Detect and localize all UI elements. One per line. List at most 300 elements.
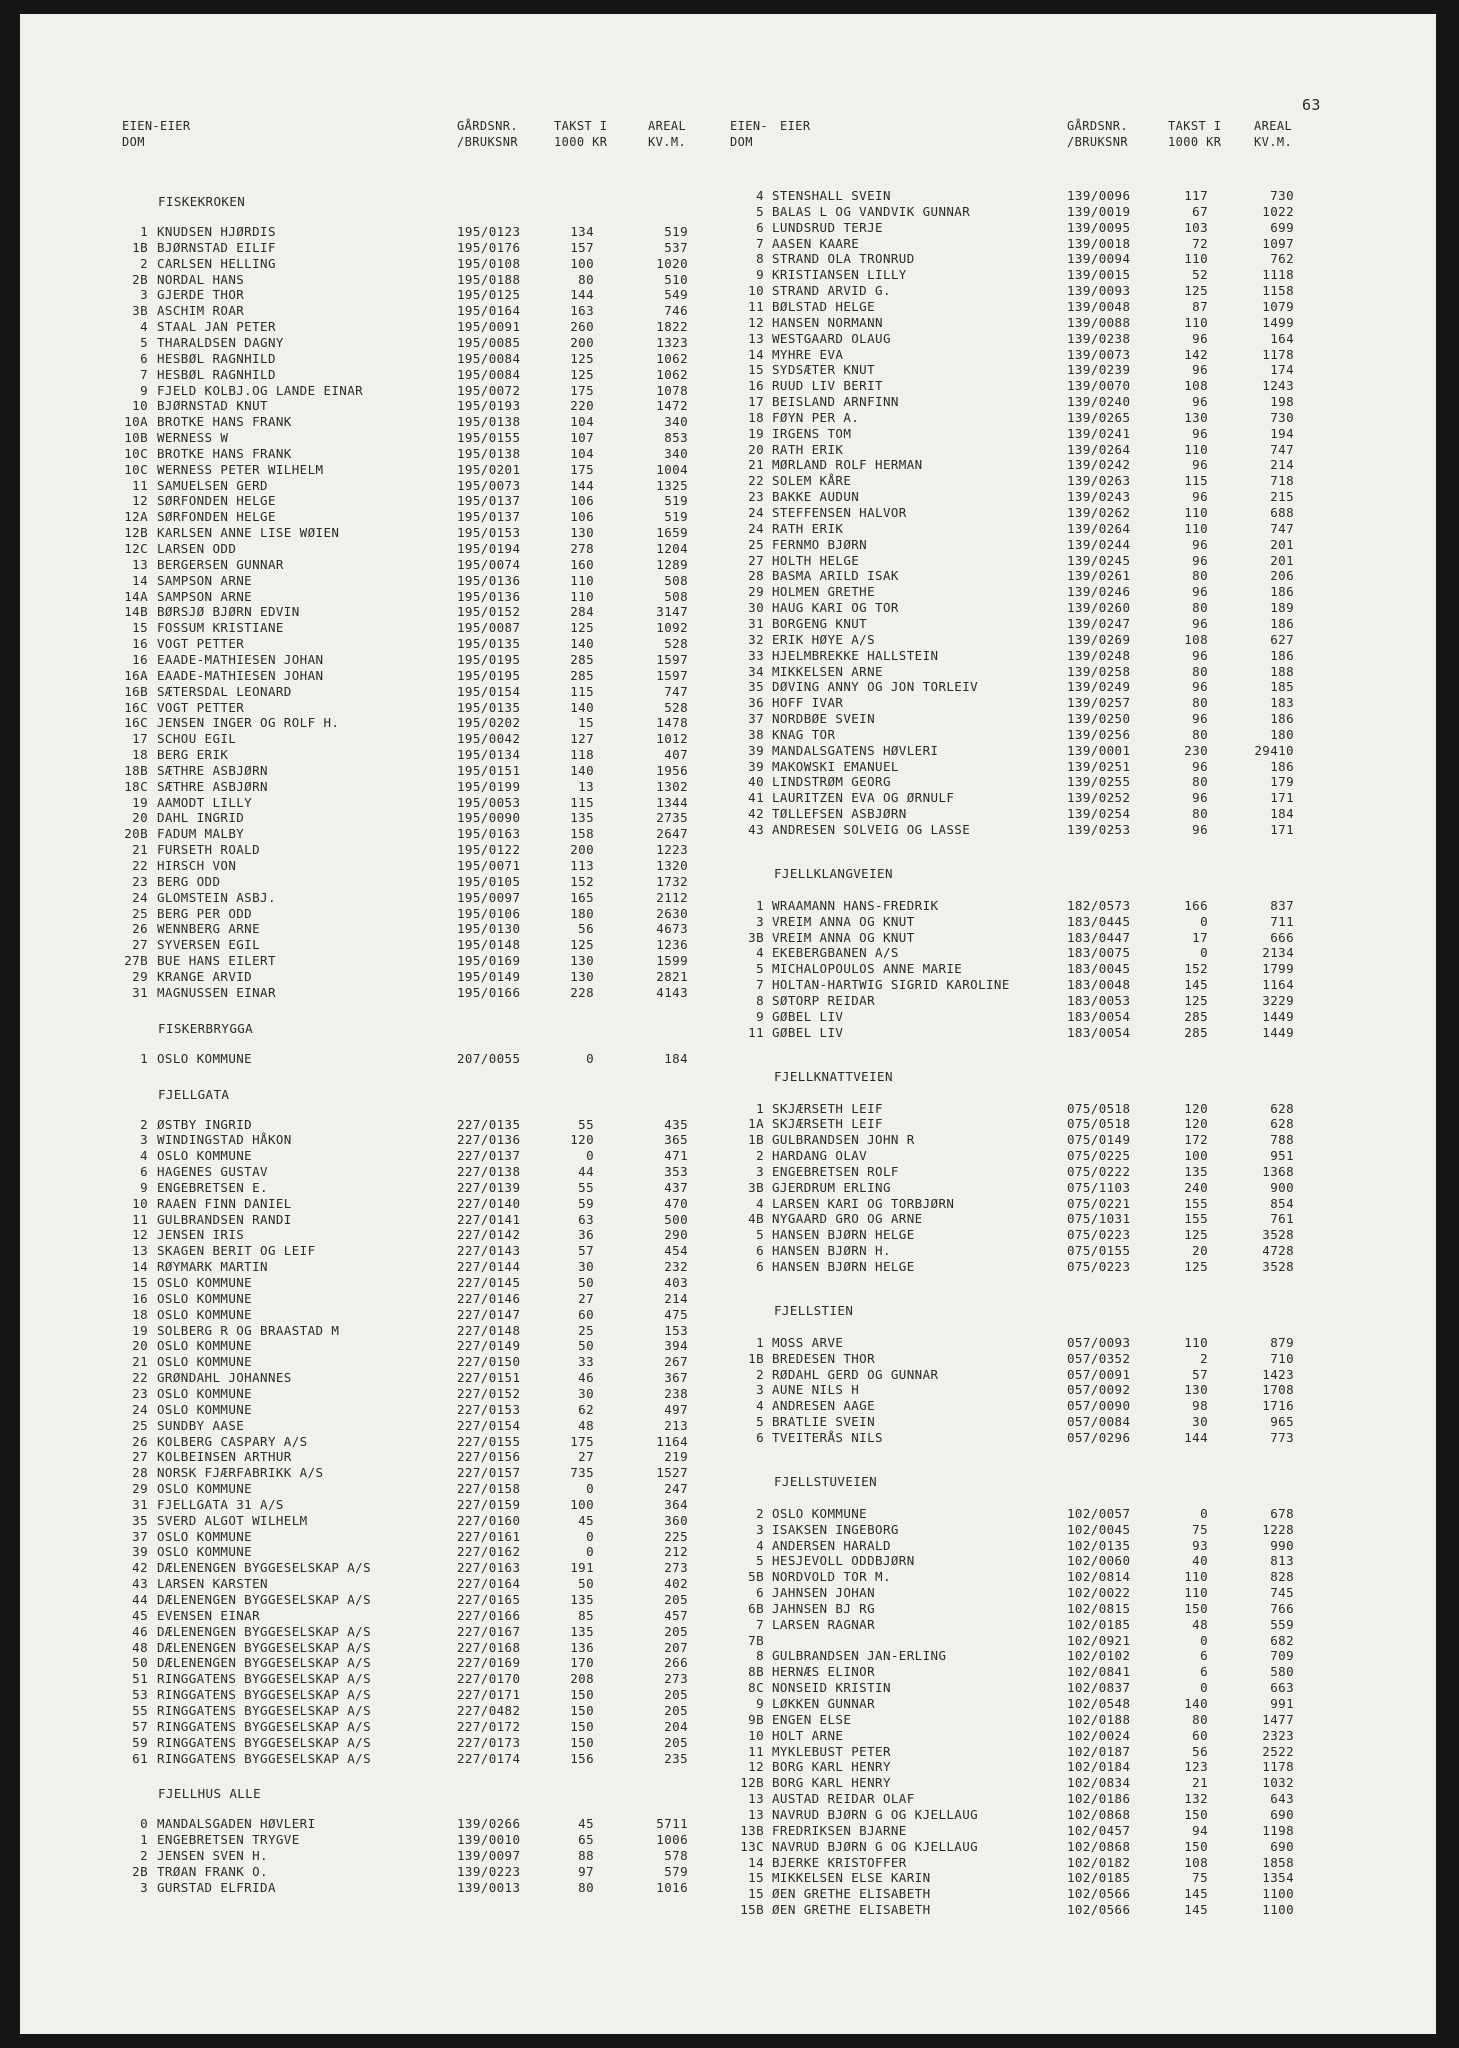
areal-value: 435: [664, 1116, 688, 1132]
eiendom-number: 3: [756, 1521, 764, 1537]
takst-value: 96: [1192, 584, 1208, 600]
owner-name: BORGENG KNUT: [772, 615, 868, 631]
owner-name: LINDSTRØM GEORG: [772, 774, 891, 790]
gards-bruksnr: 075/0155: [1067, 1243, 1131, 1259]
eiendom-number: 8: [756, 992, 764, 1008]
takst-value: 110: [570, 588, 594, 604]
areal-value: 1472: [656, 398, 688, 414]
takst-value: 155: [1184, 1195, 1208, 1211]
owner-name: RINGGATENS BYGGESELSKAP A/S: [157, 1718, 371, 1734]
areal-value: 2522: [1262, 1743, 1294, 1759]
takst-value: 33: [578, 1354, 594, 1370]
takst-value: 230: [1184, 742, 1208, 758]
gards-bruksnr: 195/0152: [457, 604, 521, 620]
takst-value: 96: [1192, 711, 1208, 727]
owner-name: KRISTIANSEN LILLY: [772, 267, 907, 283]
eiendom-number: 8B: [748, 1664, 764, 1680]
table-row: [20, 251, 1294, 267]
areal-value: 364: [664, 1496, 688, 1512]
owner-name: DÆLENENGEN BYGGESELSKAP A/S: [157, 1639, 371, 1655]
table-row: [20, 1132, 1294, 1148]
owner-name: BORG KARL HENRY: [772, 1775, 891, 1791]
table-row: [20, 489, 1294, 505]
owner-name: BØRSJØ BJØRN EDVIN: [157, 604, 300, 620]
table-row: [20, 1505, 1294, 1522]
takst-value: 40: [1192, 1553, 1208, 1569]
areal-value: 394: [664, 1338, 688, 1354]
areal-value: 454: [664, 1243, 688, 1259]
table-row: [20, 1414, 1294, 1430]
owner-name: AUNE NILS H: [772, 1382, 860, 1398]
eiendom-number: 29: [748, 584, 764, 600]
owner-name: BASMA ARILD ISAK: [772, 568, 899, 584]
table-row: [20, 235, 1294, 252]
owner-name: SKAGEN BERIT OG LEIF: [157, 1243, 316, 1259]
eiendom-number: 22: [132, 858, 148, 873]
areal-value: 213: [664, 1417, 688, 1433]
gards-bruksnr: 139/0262: [1067, 505, 1131, 520]
areal-value: 235: [664, 1750, 688, 1766]
owner-name: RUUD LIV BERIT: [772, 378, 883, 394]
gards-bruksnr: 195/0149: [457, 968, 521, 984]
areal-value: 1097: [1262, 235, 1294, 251]
eiendom-number: 13: [132, 556, 148, 572]
eiendom-number: 11: [748, 1743, 764, 1759]
takst-value: 80: [578, 271, 594, 287]
document-page: [20, 14, 1436, 2034]
table-row: [20, 842, 720, 858]
areal-value: 205: [664, 1734, 688, 1750]
table-row: [20, 267, 1294, 283]
eiendom-number: 40: [748, 774, 764, 790]
owner-name: GJERDRUM ERLING: [772, 1179, 891, 1195]
areal-value: 519: [664, 509, 688, 525]
eiendom-number: 57: [132, 1718, 148, 1734]
gards-bruksnr: 227/0136: [457, 1132, 521, 1148]
areal-value: 2630: [656, 905, 688, 921]
owner-name: SKJÆRSETH LEIF: [772, 1100, 883, 1116]
takst-value: 50: [578, 1576, 594, 1592]
owner-name: LUNDSRUD TERJE: [772, 219, 883, 235]
gards-bruksnr: 139/0251: [1067, 758, 1131, 774]
areal-value: 1164: [1262, 977, 1294, 993]
owner-name: BORG KARL HENRY: [772, 1759, 891, 1775]
areal-value: 627: [1270, 631, 1294, 647]
takst-value: 220: [570, 398, 594, 414]
owner-name: NORDAL HANS: [157, 271, 245, 287]
owner-name: BEISLAND ARNFINN: [772, 394, 899, 410]
owner-name: SÆTHRE ASBJØRN: [157, 778, 268, 794]
owner-name: MIKKELSEN ELSE KARIN: [772, 1870, 931, 1886]
owner-name: EKEBERGBANEN A/S: [772, 945, 899, 961]
takst-value: 48: [1192, 1616, 1208, 1632]
eiendom-number: 16B: [124, 683, 148, 699]
gards-bruksnr: 195/0087: [457, 620, 521, 636]
takst-value: 142: [1184, 346, 1208, 362]
takst-value: 110: [1184, 314, 1208, 330]
takst-value: 60: [1192, 1727, 1208, 1743]
gards-bruksnr: 139/0246: [1067, 584, 1131, 600]
table-row: [20, 1148, 1294, 1164]
eiendom-number: 10C: [124, 445, 148, 461]
gards-bruksnr: 139/0243: [1067, 489, 1131, 505]
areal-value: 3229: [1262, 992, 1294, 1008]
takst-value: 130: [1184, 409, 1208, 425]
owner-name: OSLO KOMMUNE: [157, 1050, 253, 1066]
gards-bruksnr: 139/0048: [1067, 298, 1131, 314]
owner-name: STEFFENSEN HALVOR: [772, 505, 907, 520]
owner-name: GLOMSTEIN ASBJ.: [157, 889, 276, 905]
takst-value: 46: [578, 1370, 594, 1386]
owner-name: GULBRANDSEN JAN-ERLING: [772, 1648, 947, 1664]
eiendom-number: 6: [756, 1429, 764, 1445]
table-row: [20, 441, 1294, 458]
areal-value: 1118: [1262, 267, 1294, 283]
gards-bruksnr: 195/0154: [457, 683, 521, 699]
areal-value: 1004: [656, 461, 688, 477]
owner-name: WESTGAARD OLAUG: [772, 330, 891, 346]
eiendom-number: 5: [756, 1227, 764, 1243]
section-title: FJELLKNATTVEIEN: [774, 1068, 893, 1084]
eiendom-number: 31: [132, 984, 148, 1000]
gards-bruksnr: 227/0170: [457, 1671, 521, 1687]
table-row: [20, 552, 1294, 569]
areal-value: 215: [1270, 489, 1294, 505]
takst-value: 284: [570, 604, 594, 620]
gards-bruksnr: 227/0162: [457, 1544, 521, 1560]
eiendom-number: 14A: [124, 588, 148, 604]
gards-bruksnr: 139/0019: [1067, 203, 1131, 219]
owner-name: FOSSUM KRISTIANE: [157, 620, 284, 636]
takst-value: 208: [570, 1671, 594, 1687]
areal-value: 1599: [656, 953, 688, 969]
owner-name: GULBRANDSEN RANDI: [157, 1211, 292, 1227]
areal-value: 1320: [656, 858, 688, 873]
areal-value: 290: [664, 1227, 688, 1243]
gards-bruksnr: 102/0868: [1067, 1838, 1131, 1854]
gards-bruksnr: 139/0260: [1067, 600, 1131, 616]
areal-value: 528: [664, 699, 688, 715]
areal-value: 164: [1270, 330, 1294, 346]
gards-bruksnr: 195/0137: [457, 493, 521, 509]
areal-value: 205: [664, 1623, 688, 1639]
table-row: [20, 536, 1294, 553]
table-row: [20, 1743, 1294, 1760]
eiendom-number: 7B: [748, 1632, 764, 1648]
eiendom-number: 16: [748, 378, 764, 394]
owner-name: ANDRESEN SOLVEIG OG LASSE: [772, 822, 971, 837]
takst-value: 113: [570, 858, 594, 873]
takst-value: 25: [578, 1322, 594, 1338]
areal-value: 1597: [656, 651, 688, 667]
areal-value: 828: [1270, 1569, 1294, 1585]
eiendom-number: 6: [756, 1243, 764, 1259]
owner-name: KOLBEINSEN ARTHUR: [157, 1449, 292, 1465]
gards-bruksnr: 227/0174: [457, 1750, 521, 1766]
areal-value: 238: [664, 1385, 688, 1401]
takst-value: 132: [1184, 1791, 1208, 1807]
areal-value: 837: [1270, 897, 1294, 913]
gards-bruksnr: 139/0238: [1067, 330, 1131, 346]
owner-name: KNAG TOR: [772, 726, 836, 742]
gards-bruksnr: 075/0225: [1067, 1148, 1131, 1164]
table-row: [20, 679, 1294, 695]
eiendom-number: 4: [756, 188, 764, 203]
gards-bruksnr: 195/0169: [457, 953, 521, 969]
owner-name: RØDAHL GERD OG GUNNAR: [772, 1366, 939, 1382]
owner-name: BALAS L OG VANDVIK GUNNAR: [772, 203, 971, 219]
takst-value: 0: [586, 1481, 594, 1497]
owner-name: NORSK FJÆRFABRIKK A/S: [157, 1465, 324, 1481]
takst-value: 150: [570, 1734, 594, 1750]
eiendom-number: 1: [140, 1832, 148, 1848]
gards-bruksnr: 139/0010: [457, 1832, 521, 1848]
owner-name: OSLO KOMMUNE: [157, 1148, 253, 1164]
eiendom-number: 23: [132, 1385, 148, 1401]
takst-value: 0: [586, 1528, 594, 1544]
table-row: [20, 568, 1294, 584]
takst-value: 36: [578, 1227, 594, 1243]
gards-bruksnr: 195/0138: [457, 445, 521, 461]
eiendom-number: 2: [756, 1505, 764, 1521]
gards-bruksnr: 195/0193: [457, 398, 521, 414]
owner-name: TVEITERÅS NILS: [772, 1429, 883, 1445]
takst-value: 15: [578, 715, 594, 731]
gards-bruksnr: 227/0161: [457, 1528, 521, 1544]
owner-name: HOLT ARNE: [772, 1727, 844, 1743]
gards-bruksnr: 075/0149: [1067, 1132, 1131, 1148]
table-row: [20, 378, 1294, 394]
takst-value: 0: [1200, 1680, 1208, 1696]
areal-value: 537: [664, 239, 688, 255]
owner-name: ASCHIM ROAR: [157, 303, 245, 319]
takst-value: 104: [570, 414, 594, 430]
gards-bruksnr: 139/0261: [1067, 568, 1131, 584]
gards-bruksnr: 227/0171: [457, 1687, 521, 1703]
owner-name: ENGEN ELSE: [772, 1711, 852, 1727]
areal-value: 201: [1270, 552, 1294, 568]
areal-value: 951: [1270, 1148, 1294, 1164]
takst-value: 30: [578, 1259, 594, 1275]
eiendom-number: 2B: [132, 1863, 148, 1879]
owner-name: EAADE-MATHIESEN JOHAN: [157, 667, 324, 683]
gards-bruksnr: 227/0159: [457, 1496, 521, 1512]
areal-value: 990: [1270, 1537, 1294, 1553]
gards-bruksnr: 139/0244: [1067, 536, 1131, 552]
owner-name: GØBEL LIV: [772, 1008, 844, 1024]
eiendom-number: 30: [748, 600, 764, 616]
takst-value: 200: [570, 334, 594, 350]
areal-value: 519: [664, 493, 688, 509]
owner-name: NAVRUD BJØRN G OG KJELLAUG: [772, 1806, 979, 1822]
areal-value: 1716: [1262, 1398, 1294, 1414]
eiendom-number: 37: [748, 711, 764, 727]
takst-value: 130: [570, 953, 594, 969]
owner-name: HJELMBREKKE HALLSTEIN: [772, 647, 939, 663]
takst-value: 55: [578, 1116, 594, 1132]
areal-value: 212: [664, 1544, 688, 1560]
gards-bruksnr: 227/0137: [457, 1148, 521, 1164]
areal-value: 153: [664, 1322, 688, 1338]
gards-bruksnr: 227/0160: [457, 1512, 521, 1528]
eiendom-number: 24: [132, 1401, 148, 1417]
table-row: [20, 203, 1294, 220]
owner-name: HANSEN BJØRN HELGE: [772, 1259, 915, 1274]
eiendom-number: 21: [132, 1354, 148, 1370]
owner-name: WERNESS PETER WILHELM: [157, 461, 324, 477]
eiendom-number: 10: [132, 398, 148, 414]
gards-bruksnr: 195/0085: [457, 334, 521, 350]
areal-value: 198: [1270, 394, 1294, 410]
owner-name: IRGENS TOM: [772, 425, 852, 441]
table-row: [20, 1449, 720, 1465]
table-row: [20, 1775, 1294, 1791]
areal-value: 1243: [1262, 378, 1294, 394]
table-row: [20, 1481, 720, 1497]
owner-name: HARDANG OLAV: [772, 1148, 868, 1164]
table-row: [20, 298, 1294, 315]
gards-bruksnr: 057/0084: [1067, 1414, 1131, 1430]
eiendom-number: 16: [132, 651, 148, 667]
eiendom-number: 35: [132, 1512, 148, 1528]
eiendom-number: 24: [748, 520, 764, 536]
eiendom-number: 19: [748, 425, 764, 441]
takst-value: 80: [1192, 774, 1208, 790]
eiendom-number: 16C: [124, 715, 148, 731]
owner-name: NAVRUD BJØRN G OG KJELLAUG: [772, 1838, 979, 1854]
gards-bruksnr: 227/0172: [457, 1718, 521, 1734]
takst-value: 278: [570, 541, 594, 556]
table-row: [20, 330, 1294, 347]
eiendom-number: 3B: [748, 1179, 764, 1195]
eiendom-number: 43: [132, 1576, 148, 1592]
table-row: [20, 1179, 1294, 1196]
owner-name: SÆTHRE ASBJØRN: [157, 762, 268, 778]
gards-bruksnr: 139/0241: [1067, 425, 1131, 441]
eiendom-number: 5: [756, 203, 764, 219]
owner-name: OSLO KOMMUNE: [157, 1544, 253, 1560]
owner-name: GURSTAD ELFRIDA: [157, 1879, 276, 1895]
areal-value: 1178: [1262, 346, 1294, 362]
gards-bruksnr: 195/0106: [457, 905, 521, 921]
takst-value: 150: [1184, 1600, 1208, 1616]
takst-value: 0: [1200, 1505, 1208, 1521]
eiendom-number: 15: [132, 1275, 148, 1290]
owner-name: JAHNSEN JOHAN: [772, 1585, 876, 1601]
areal-value: 1032: [1262, 1775, 1294, 1791]
table-row: [20, 647, 1294, 664]
table-row: [20, 1727, 1294, 1744]
takst-value: 6: [1200, 1648, 1208, 1664]
areal-value: 3147: [656, 604, 688, 620]
takst-value: 170: [570, 1655, 594, 1671]
table-row: [20, 1334, 1294, 1351]
eiendom-number: 12: [132, 493, 148, 509]
eiendom-number: 7: [756, 1616, 764, 1632]
gards-bruksnr: 227/0163: [457, 1560, 521, 1576]
takst-value: 62: [578, 1401, 594, 1417]
eiendom-number: 14: [132, 1259, 148, 1275]
owner-name: LARSEN ODD: [157, 541, 237, 556]
areal-value: 1236: [656, 937, 688, 953]
gards-bruksnr: 227/0157: [457, 1465, 521, 1481]
table-row: [20, 1537, 1294, 1554]
takst-value: 135: [570, 810, 594, 826]
takst-value: 0: [586, 1050, 594, 1066]
owner-name: STENSHALL SVEIN: [772, 188, 891, 203]
eiendom-number: 25: [132, 905, 148, 921]
areal-value: 194: [1270, 425, 1294, 441]
areal-value: 1858: [1262, 1854, 1294, 1870]
gards-bruksnr: 139/0255: [1067, 774, 1131, 790]
owner-name: SAMPSON ARNE: [157, 588, 253, 604]
takst-value: 125: [570, 937, 594, 953]
gards-bruksnr: 139/0253: [1067, 822, 1131, 837]
takst-value: 127: [570, 731, 594, 747]
eiendom-number: 29: [132, 1481, 148, 1497]
eiendom-number: 13C: [740, 1838, 764, 1854]
areal-value: 186: [1270, 758, 1294, 774]
areal-value: 1732: [656, 873, 688, 889]
takst-value: 48: [578, 1417, 594, 1433]
owner-name: ENGEBRETSEN ROLF: [772, 1163, 899, 1179]
owner-name: MANDALSGATENS HØVLERI: [772, 742, 939, 758]
gards-bruksnr: 139/0001: [1067, 742, 1131, 758]
eiendom-number: 8C: [748, 1680, 764, 1696]
owner-name: THARALDSEN DAGNY: [157, 334, 284, 350]
owner-name: OSLO KOMMUNE: [772, 1505, 868, 1521]
areal-value: 340: [664, 414, 688, 430]
areal-value: 682: [1270, 1632, 1294, 1648]
gards-bruksnr: 195/0105: [457, 873, 521, 889]
gards-bruksnr: 057/0352: [1067, 1350, 1131, 1366]
areal-value: 1478: [656, 715, 688, 731]
areal-value: 4143: [656, 984, 688, 1000]
eiendom-number: 26: [132, 1433, 148, 1449]
eiendom-number: 16: [132, 1290, 148, 1306]
gards-bruksnr: 195/0151: [457, 762, 521, 778]
areal-value: 854: [1270, 1195, 1294, 1211]
areal-value: 205: [664, 1592, 688, 1607]
owner-name: RINGGATENS BYGGESELSKAP A/S: [157, 1687, 371, 1703]
owner-name: HESBØL RAGNHILD: [157, 366, 276, 382]
gards-bruksnr: 102/0566: [1067, 1902, 1131, 1918]
owner-name: GØBEL LIV: [772, 1024, 844, 1040]
takst-value: 130: [570, 968, 594, 984]
eiendom-number: 18: [132, 1306, 148, 1322]
gards-bruksnr: 195/0136: [457, 588, 521, 604]
eiendom-number: 19: [132, 794, 148, 810]
table-row: [20, 1051, 720, 1067]
eiendom-number: 6: [756, 1259, 764, 1274]
areal-value: 1449: [1262, 1024, 1294, 1040]
eiendom-number: 15: [748, 362, 764, 378]
table-row: [20, 505, 1294, 521]
takst-value: 110: [1184, 1585, 1208, 1601]
eiendom-number: 21: [748, 457, 764, 473]
takst-value: 125: [1184, 992, 1208, 1008]
owner-name: SUNDBY AASE: [157, 1417, 245, 1433]
eiendom-number: 6: [140, 1164, 148, 1180]
takst-value: 152: [1184, 961, 1208, 977]
owner-name: BERG ERIK: [157, 747, 229, 763]
areal-value: 219: [664, 1449, 688, 1465]
gards-bruksnr: 227/0138: [457, 1164, 521, 1180]
eiendom-number: 7: [140, 366, 148, 382]
eiendom-number: 9: [756, 1008, 764, 1024]
table-row: [20, 1521, 1294, 1538]
owner-name: BJØRNSTAD EILIF: [157, 239, 276, 255]
